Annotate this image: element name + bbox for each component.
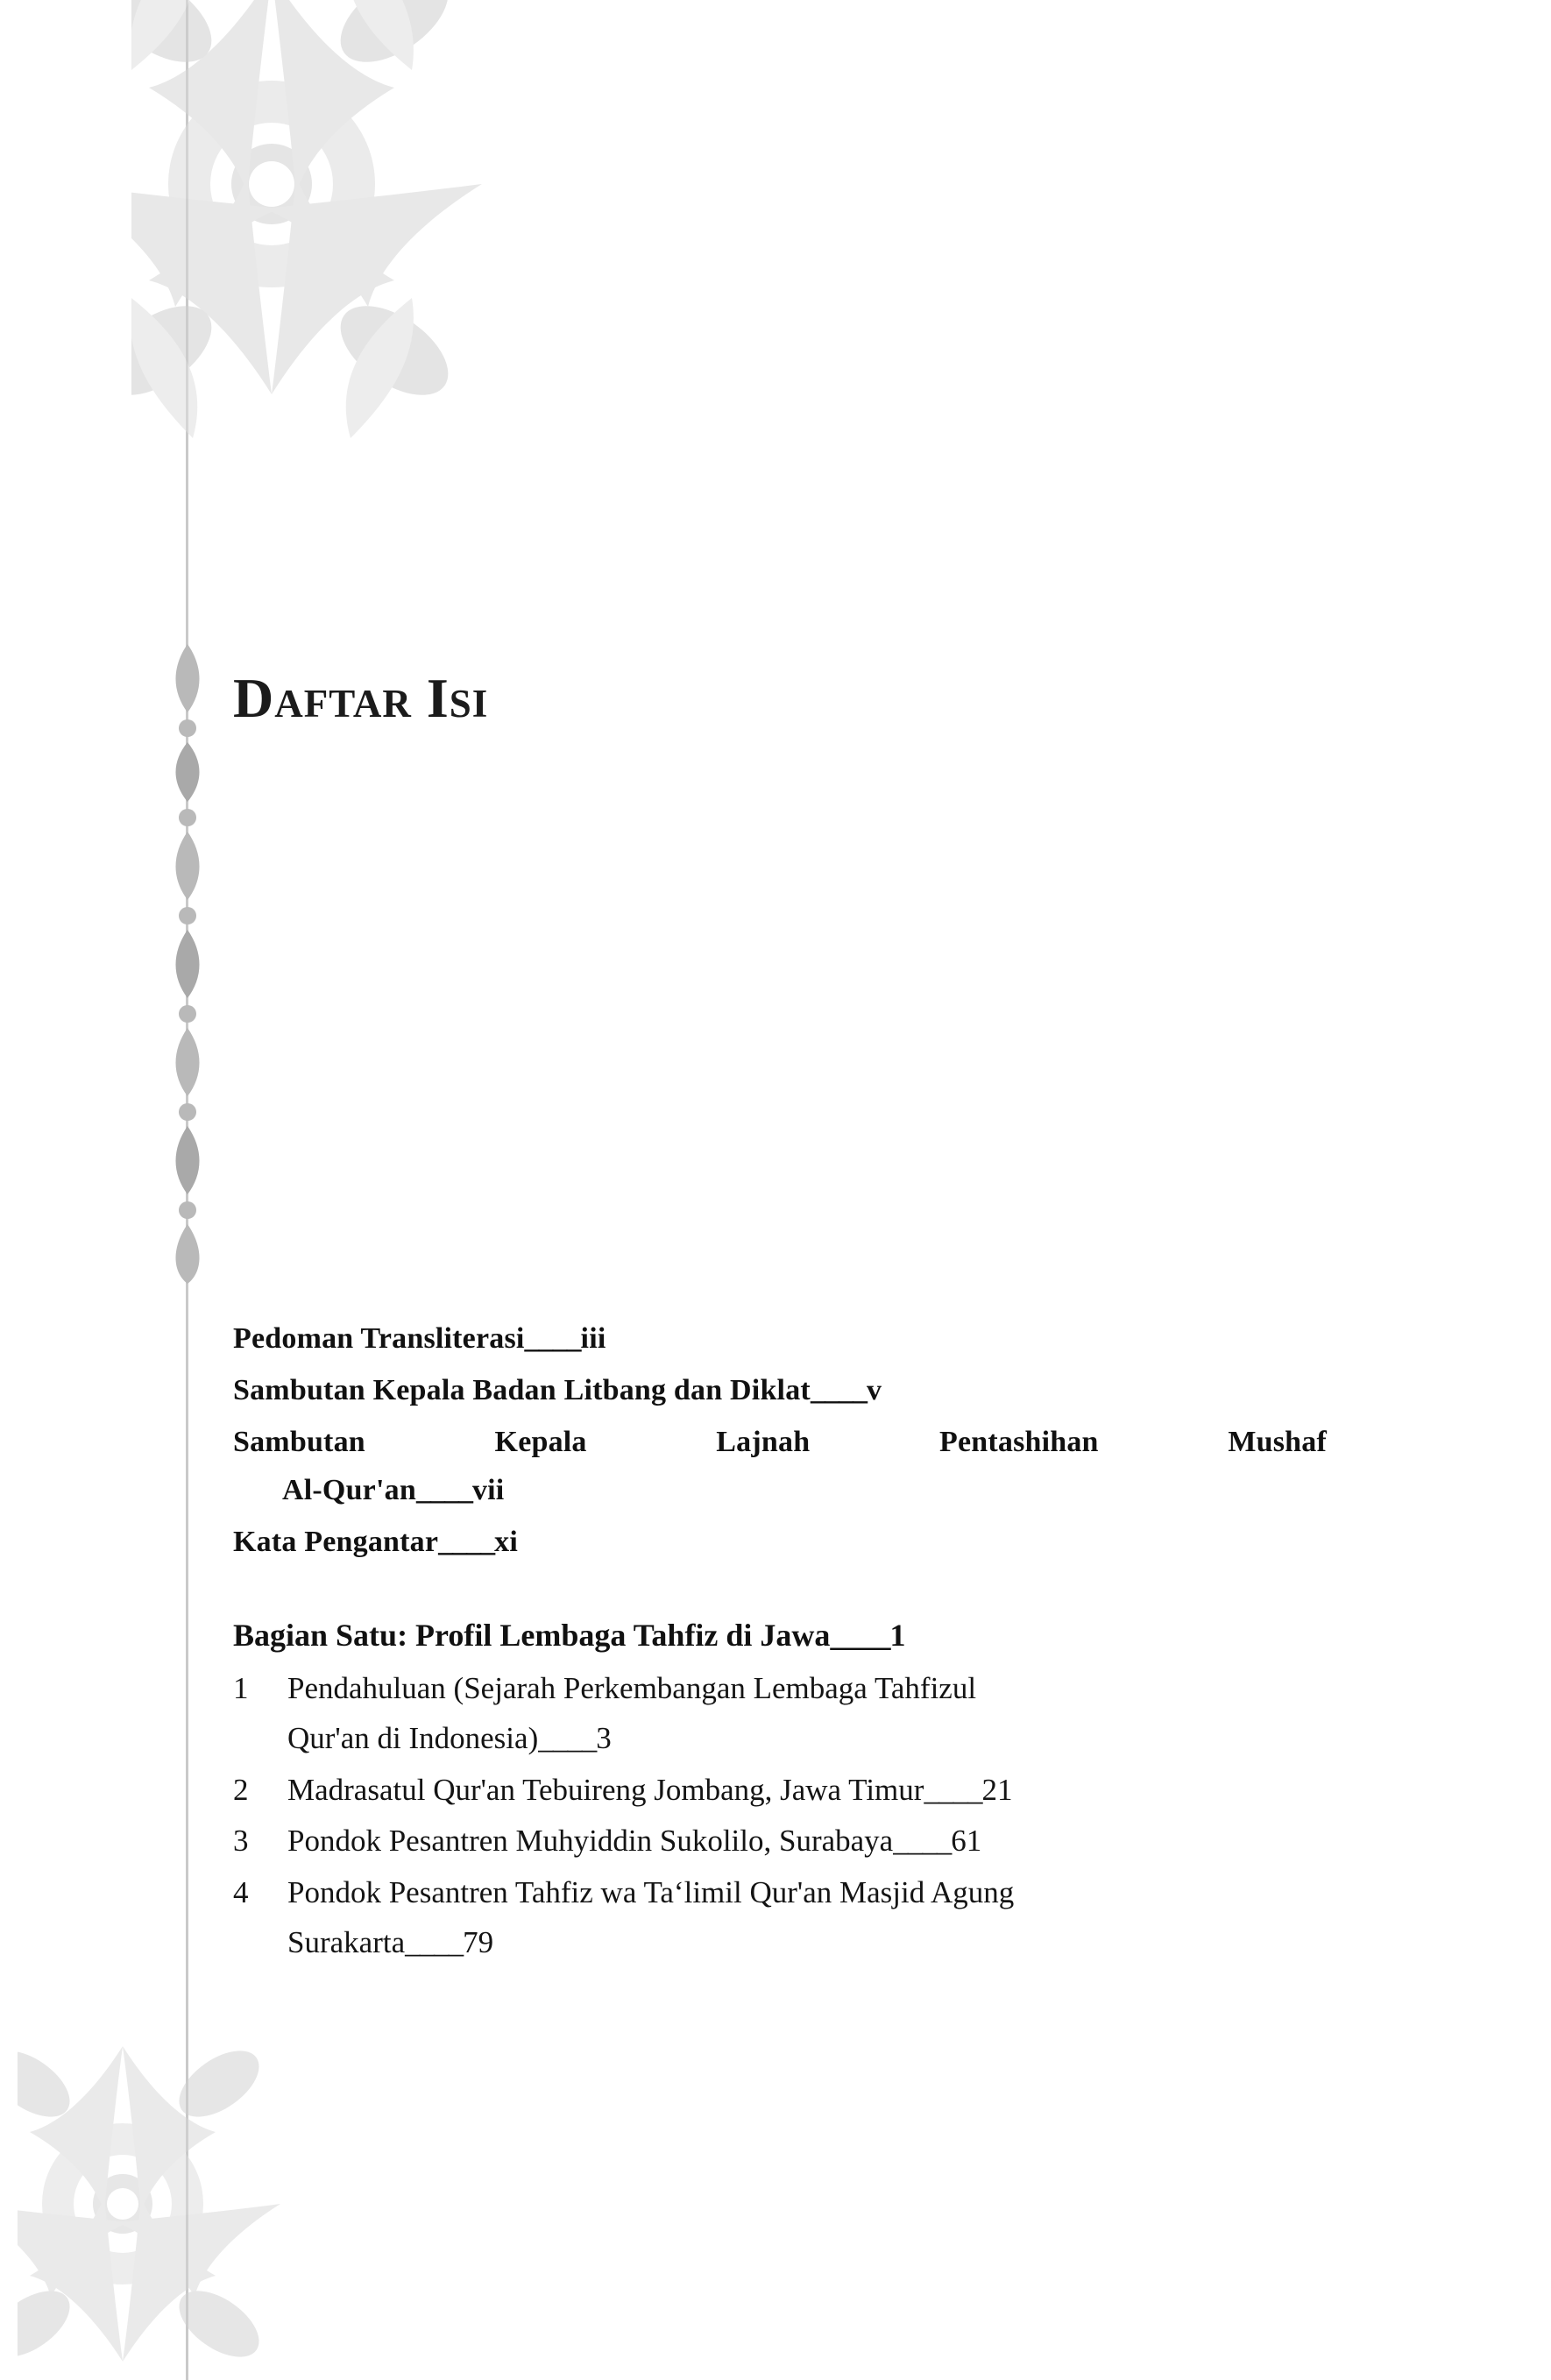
toc-entry-number: 4 bbox=[233, 1875, 249, 1910]
toc-section-heading bbox=[233, 1617, 1328, 1654]
toc-entry bbox=[233, 1817, 1328, 1866]
page-title: Daftar Isi bbox=[233, 667, 489, 729]
toc-page-number: v bbox=[866, 1374, 882, 1407]
toc-page-number: iii bbox=[580, 1322, 606, 1355]
toc-leader: ____ bbox=[405, 1924, 464, 1959]
toc-page-number: 79 bbox=[463, 1924, 494, 1959]
toc-entry-text-line1: Pendahuluan (Sejarah Perkembangan Lembaga Tahfizul bbox=[287, 1671, 977, 1706]
toc-page-number: 21 bbox=[981, 1772, 1013, 1807]
toc-entry-text bbox=[287, 1766, 1328, 1816]
toc-leader: ____ bbox=[415, 1474, 472, 1507]
toc-entry-continuation bbox=[233, 1466, 1327, 1514]
toc-entry-text bbox=[287, 1868, 1328, 1967]
toc-entry-text-line1: Madrasatul Qur'an Tebuireng Jombang, Jawa Timur bbox=[287, 1772, 924, 1807]
front-matter-list bbox=[233, 1314, 1328, 1566]
toc-page-number: vii bbox=[471, 1474, 505, 1507]
toc-entry-text bbox=[287, 1664, 1328, 1763]
toc-entry-continuation-text: Al-Qur'an bbox=[282, 1474, 416, 1507]
toc-section-title: Bagian Satu: Profil Lembaga Tahfiz di Jawa bbox=[233, 1618, 831, 1654]
toc-entry-text-line1: Pondok Pesantren Muhyiddin Sukolilo, Surabaya bbox=[287, 1824, 894, 1859]
vertical-rule-divider bbox=[186, 0, 188, 2380]
toc-front-item bbox=[233, 1366, 1328, 1414]
mandala-ornament-top-left-icon bbox=[131, 0, 535, 543]
toc-entry-label: Sambutan Kepala Lajnah Pentashihan Mushaf bbox=[233, 1426, 1327, 1459]
toc-leader: ____ bbox=[438, 1526, 495, 1559]
toc-entry bbox=[233, 1868, 1328, 1967]
toc-entry bbox=[233, 1766, 1328, 1816]
toc-leader: ____ bbox=[830, 1618, 890, 1654]
toc-leader: ____ bbox=[538, 1721, 597, 1756]
toc-leader: ____ bbox=[893, 1824, 952, 1859]
toc-page-number: 1 bbox=[889, 1618, 906, 1654]
toc-entry-number: 3 bbox=[233, 1824, 249, 1859]
toc-entry-text-line2-text: Qur'an di Indonesia) bbox=[287, 1721, 539, 1756]
toc-entry-list bbox=[233, 1664, 1328, 1967]
toc-page-number: 61 bbox=[951, 1824, 982, 1859]
toc-front-item bbox=[233, 1314, 1328, 1363]
toc-front-item bbox=[233, 1418, 1328, 1514]
toc-leader: ____ bbox=[524, 1322, 581, 1355]
toc-page-number: xi bbox=[494, 1526, 519, 1559]
toc-entry-text-line1: Pondok Pesantren Tahfiz wa Ta‘limil Qur'an Masjid Agung bbox=[287, 1875, 1015, 1910]
toc-entry-label: Kata Pengantar bbox=[233, 1526, 439, 1559]
toc-front-item bbox=[233, 1518, 1328, 1566]
toc-entry-text-line2-text: Surakarta bbox=[287, 1924, 406, 1959]
toc-entry-label: Sambutan Kepala Badan Litbang dan Diklat bbox=[233, 1374, 811, 1407]
table-of-contents bbox=[233, 1314, 1328, 1970]
toc-entry-label: Pedoman Transliterasi bbox=[233, 1322, 525, 1355]
toc-entry-number: 2 bbox=[233, 1772, 249, 1807]
toc-entry-text bbox=[287, 1817, 1328, 1866]
toc-page-number: 3 bbox=[596, 1721, 612, 1756]
toc-entry bbox=[233, 1664, 1328, 1763]
toc-entry-text-line2 bbox=[287, 1918, 1328, 1968]
toc-entry-number: 1 bbox=[233, 1671, 249, 1706]
toc-leader: ____ bbox=[924, 1772, 982, 1807]
toc-entry-text-line2 bbox=[287, 1714, 1328, 1764]
mandala-ornament-bottom-left-icon bbox=[18, 2015, 298, 2380]
toc-leader: ____ bbox=[810, 1374, 867, 1407]
